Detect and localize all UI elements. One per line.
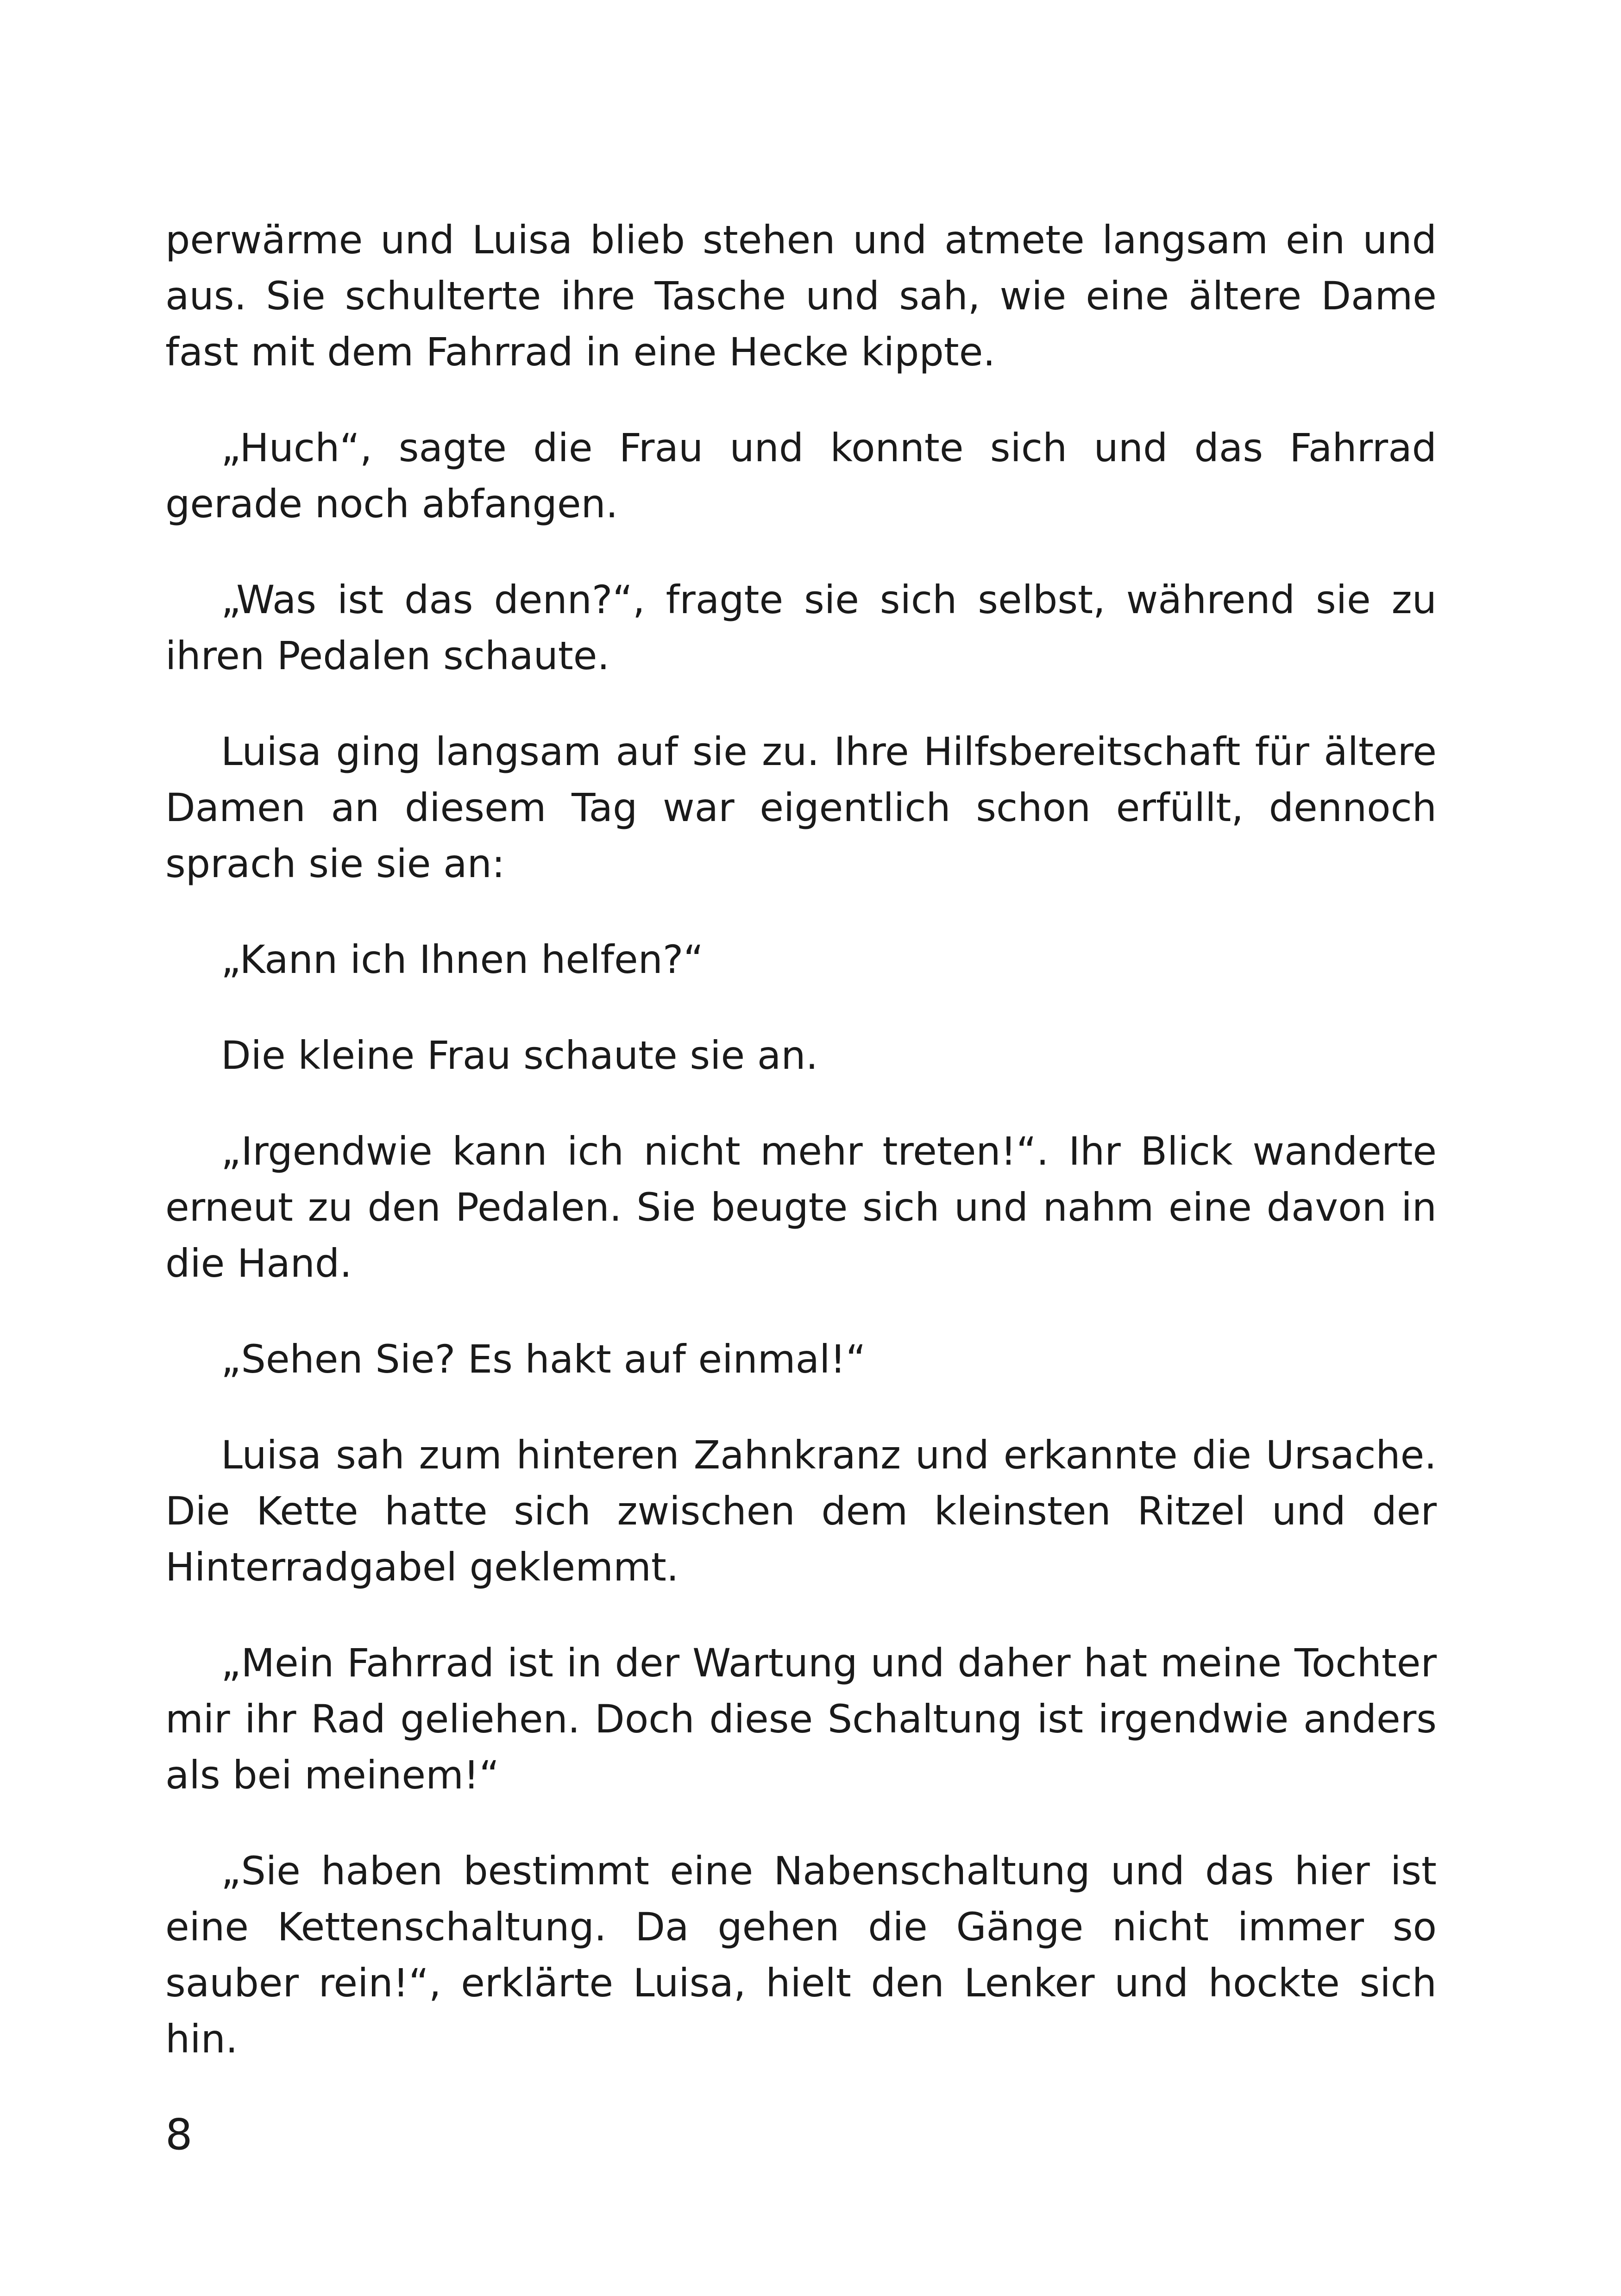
paragraph-8: „Sehen Sie? Es hakt auf einmal!“ xyxy=(221,1336,866,1382)
paragraph-3: „Was ist das denn?“, fragte sie sich selbst, während sie zu ihren Pedalen schaute. xyxy=(165,577,1437,678)
paragraph-10: „Mein Fahrrad ist in der Wartung und daher hat meine Tochter mir ihr Rad geliehen. Doch diese Schaltung ist irgendwie anders als bei meinem!“ xyxy=(165,1640,1437,1798)
body-text xyxy=(165,212,1437,2107)
paragraph-2: „Huch“, sagte die Frau und konnte sich und das Fahrrad gerade noch abfangen. xyxy=(165,425,1437,527)
paragraph-4: Luisa ging langsam auf sie zu. Ihre Hilfsbereitschaft für ältere Damen an diesem Tag war eigentlich schon erfüllt, dennoch sprach sie sie an: xyxy=(165,729,1437,886)
paragraph-1: perwärme und Luisa blieb stehen und atmete langsam ein und aus. Sie schulterte ihre Tasche und sah, wie eine ältere Dame fast mit dem Fahrrad in eine Hecke kippte. xyxy=(165,217,1437,375)
paragraph-11: „Sie haben bestimmt eine Nabenschaltung und das hier ist eine Kettenschaltung. Da gehen die Gänge nicht immer so sauber rein!“, erklärte Luisa, hielt den Lenker und hockte sich hin. xyxy=(165,1848,1437,2062)
paragraph-6: Die kleine Frau schaute sie an. xyxy=(221,1033,818,1078)
page-number: 8 xyxy=(165,2110,193,2159)
paragraph-9: Luisa sah zum hinteren Zahnkranz und erkannte die Ursache. Die Kette hatte sich zwischen dem kleinsten Ritzel und der Hinterradgabel geklemmt. xyxy=(165,1432,1437,1590)
paragraph-5: „Kann ich Ihnen helfen?“ xyxy=(221,937,704,982)
paragraph-7: „Irgendwie kann ich nicht mehr treten!“. Ihr Blick wanderte erneut zu den Pedalen. Sie beugte sich und nahm eine davon in die Hand. xyxy=(165,1129,1437,1286)
